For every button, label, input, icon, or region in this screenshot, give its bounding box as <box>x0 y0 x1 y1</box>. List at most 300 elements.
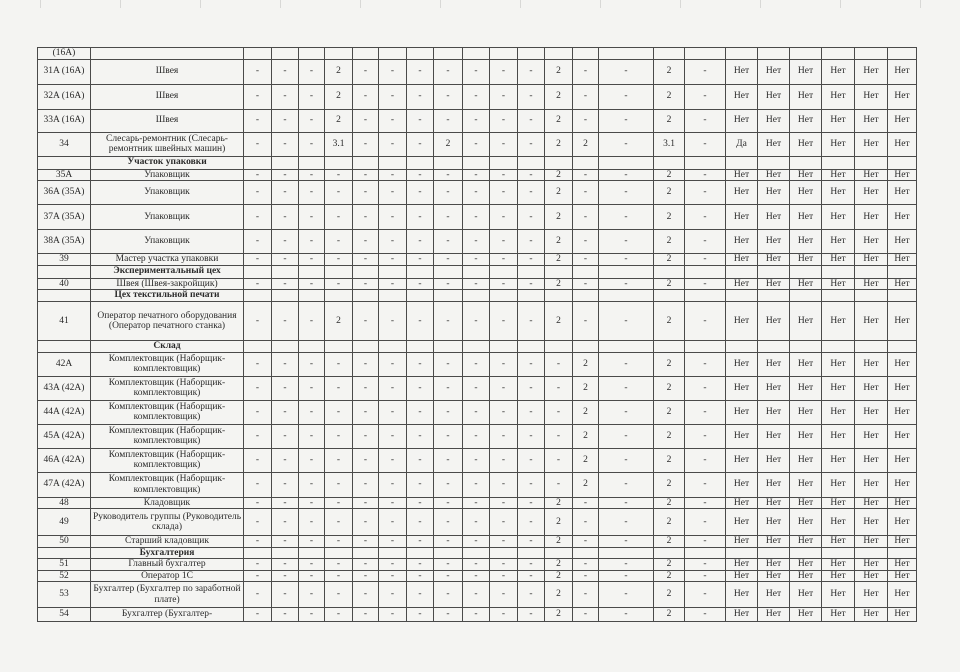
factor-class-cell: - <box>463 84 490 109</box>
yes-no-cell: Нет <box>790 608 822 622</box>
yes-no-cell: Нет <box>790 278 822 290</box>
factor-class-cell: - <box>518 570 545 582</box>
factor-class-cell: - <box>353 352 379 376</box>
factor-class-cell: - <box>272 109 299 132</box>
factor-class-cell: - <box>434 400 463 424</box>
factor-class-cell: - <box>434 109 463 132</box>
factor-class-cell: - <box>407 424 434 448</box>
factor-class-cell: - <box>244 400 272 424</box>
factor-class-cell: - <box>490 205 518 230</box>
empty-cell <box>434 265 463 278</box>
factor-class-cell: - <box>299 400 325 424</box>
position-name: Комплектовщик (Наборщик-комплектовщик) <box>91 400 244 424</box>
factor-class-cell: - <box>490 278 518 290</box>
factor-class-cell: - <box>463 59 490 84</box>
factor-class-cell: - <box>272 472 299 497</box>
yes-no-cell: Нет <box>758 536 790 548</box>
factor-class-cell: - <box>518 352 545 376</box>
yes-no-cell: Нет <box>758 509 790 536</box>
yes-no-cell: Нет <box>855 302 888 341</box>
factor-class-cell: - <box>434 254 463 266</box>
factor-class-cell: 2 <box>325 302 353 341</box>
workplace-number: (16A) <box>38 48 91 60</box>
factor-class-cell: - <box>573 84 599 109</box>
yes-no-cell: Нет <box>855 109 888 132</box>
workplace-number: 32A (16A) <box>38 84 91 109</box>
factor-class-cell: - <box>599 608 654 622</box>
table-row <box>38 400 917 424</box>
factor-class-cell: - <box>325 570 353 582</box>
factor-class-cell: - <box>244 84 272 109</box>
factor-class-cell: - <box>299 169 325 181</box>
empty-cell <box>244 156 272 169</box>
factor-class-cell: 2 <box>654 472 685 497</box>
empty-cell <box>654 547 685 559</box>
yes-no-cell: Нет <box>758 230 790 254</box>
factor-class-cell <box>299 48 325 60</box>
section-row <box>38 341 917 353</box>
factor-class-cell: - <box>463 400 490 424</box>
yes-no-cell: Нет <box>888 132 917 156</box>
yes-no-cell: Нет <box>726 109 758 132</box>
factor-class-cell: 2 <box>545 559 573 571</box>
factor-class-cell: - <box>685 59 726 84</box>
factor-class-cell: - <box>599 448 654 472</box>
factor-class-cell: - <box>325 376 353 400</box>
empty-cell <box>888 341 917 353</box>
factor-class-cell: - <box>490 582 518 608</box>
empty-cell <box>272 547 299 559</box>
yes-no-cell: Нет <box>822 254 855 266</box>
factor-class-cell: - <box>685 84 726 109</box>
yes-no-cell: Нет <box>790 254 822 266</box>
factor-class-cell: - <box>353 278 379 290</box>
factor-class-cell: - <box>407 230 434 254</box>
yes-no-cell: Нет <box>822 448 855 472</box>
factor-class-cell: - <box>463 559 490 571</box>
empty-cell <box>353 265 379 278</box>
yes-no-cell: Нет <box>822 109 855 132</box>
factor-class-cell: - <box>353 570 379 582</box>
position-name: Бухгалтер (Бухгалтер по заработной плате) <box>91 582 244 608</box>
yes-no-cell: Нет <box>888 472 917 497</box>
factor-class-cell: - <box>299 424 325 448</box>
factor-class-cell: - <box>434 509 463 536</box>
factor-class-cell <box>685 48 726 60</box>
empty-cell <box>379 290 407 302</box>
factor-class-cell: 2 <box>654 559 685 571</box>
factor-class-cell: - <box>490 536 518 548</box>
factor-class-cell: - <box>490 109 518 132</box>
factor-class-cell: - <box>490 497 518 509</box>
workplace-number: 43A (42A) <box>38 376 91 400</box>
factor-class-cell: - <box>272 582 299 608</box>
factor-class-cell: - <box>244 132 272 156</box>
factor-class-cell: - <box>244 181 272 205</box>
factor-class-cell: - <box>379 230 407 254</box>
empty-cell <box>573 341 599 353</box>
yes-no-cell: Нет <box>790 497 822 509</box>
factor-class-cell: - <box>379 302 407 341</box>
empty-cell <box>599 265 654 278</box>
factor-class-cell <box>434 48 463 60</box>
factor-class-cell: - <box>379 559 407 571</box>
factor-class-cell: - <box>490 302 518 341</box>
yes-no-cell: Нет <box>888 424 917 448</box>
empty-cell <box>758 547 790 559</box>
yes-no-cell: Да <box>726 132 758 156</box>
empty-cell <box>379 547 407 559</box>
factor-class-cell: - <box>545 376 573 400</box>
factor-class-cell: - <box>490 132 518 156</box>
factor-class-cell: - <box>353 424 379 448</box>
factor-class-cell: 2 <box>545 509 573 536</box>
factor-class-cell: - <box>685 352 726 376</box>
empty-cell <box>888 265 917 278</box>
factor-class-cell: - <box>272 59 299 84</box>
factor-class-cell: - <box>599 559 654 571</box>
yes-no-cell: Нет <box>726 352 758 376</box>
factor-class-cell: 2 <box>545 109 573 132</box>
factor-class-cell: - <box>353 536 379 548</box>
workplace-number: 37A (35A) <box>38 205 91 230</box>
factor-class-cell: - <box>463 132 490 156</box>
empty-cell <box>855 156 888 169</box>
yes-no-cell: Нет <box>888 559 917 571</box>
empty-cell <box>299 290 325 302</box>
empty-cell <box>353 156 379 169</box>
factor-class-cell: - <box>353 84 379 109</box>
table-row <box>38 424 917 448</box>
yes-no-cell: Нет <box>822 400 855 424</box>
factor-class-cell: - <box>685 582 726 608</box>
yes-no-cell: Нет <box>822 84 855 109</box>
yes-no-cell: Нет <box>758 205 790 230</box>
factor-class-cell: - <box>685 536 726 548</box>
table-row <box>38 181 917 205</box>
yes-no-cell: Нет <box>855 169 888 181</box>
factor-class-cell: - <box>379 352 407 376</box>
factor-class-cell: - <box>434 582 463 608</box>
factor-class-cell: - <box>685 254 726 266</box>
yes-no-cell: Нет <box>726 509 758 536</box>
empty-cell <box>463 265 490 278</box>
workplace-number: 54 <box>38 608 91 622</box>
empty-cell <box>407 290 434 302</box>
empty-cell <box>855 547 888 559</box>
factor-class-cell: - <box>353 497 379 509</box>
yes-no-cell: Нет <box>888 536 917 548</box>
factor-class-cell: - <box>299 582 325 608</box>
factor-class-cell: - <box>325 400 353 424</box>
factor-class-cell: - <box>599 302 654 341</box>
factor-class-cell: - <box>599 424 654 448</box>
factor-class-cell: 2 <box>654 109 685 132</box>
factor-class-cell: - <box>407 509 434 536</box>
yes-no-cell: Нет <box>888 400 917 424</box>
factor-class-cell: - <box>407 169 434 181</box>
empty-cell <box>758 265 790 278</box>
factor-class-cell: - <box>379 472 407 497</box>
factor-class-cell: 2 <box>654 424 685 448</box>
factor-class-cell <box>518 48 545 60</box>
yes-no-cell: Нет <box>888 302 917 341</box>
yes-no-cell: Нет <box>822 181 855 205</box>
factor-class-cell: - <box>490 608 518 622</box>
factor-class-cell: - <box>490 376 518 400</box>
yes-no-cell: Нет <box>855 509 888 536</box>
factor-class-cell: - <box>545 448 573 472</box>
binder-edge <box>0 0 960 8</box>
factor-class-cell: - <box>379 59 407 84</box>
position-name: Комплектовщик (Наборщик-комплектовщик) <box>91 352 244 376</box>
table-row <box>38 559 917 571</box>
factor-class-cell: - <box>407 472 434 497</box>
yes-no-cell: Нет <box>822 230 855 254</box>
yes-no-cell: Нет <box>790 352 822 376</box>
factor-class-cell: - <box>685 278 726 290</box>
empty-cell <box>379 265 407 278</box>
yes-no-cell: Нет <box>888 497 917 509</box>
factor-class-cell: - <box>573 497 599 509</box>
empty-cell <box>325 290 353 302</box>
factor-class-cell: - <box>244 254 272 266</box>
yes-no-cell: Нет <box>822 536 855 548</box>
factor-class-cell: - <box>299 109 325 132</box>
factor-class-cell: - <box>599 84 654 109</box>
factor-class-cell: - <box>244 230 272 254</box>
empty-cell <box>758 290 790 302</box>
factor-class-cell: - <box>325 509 353 536</box>
empty-cell <box>545 290 573 302</box>
empty-cell <box>272 265 299 278</box>
factor-class-cell: - <box>463 302 490 341</box>
empty-cell <box>855 265 888 278</box>
factor-class-cell: - <box>434 448 463 472</box>
yes-no-cell: Нет <box>758 352 790 376</box>
factor-class-cell: - <box>490 254 518 266</box>
yes-no-cell: Нет <box>790 472 822 497</box>
factor-class-cell: - <box>599 582 654 608</box>
factor-class-cell: - <box>244 376 272 400</box>
factor-class-cell: - <box>518 230 545 254</box>
factor-class-cell: - <box>518 302 545 341</box>
empty-cell <box>654 341 685 353</box>
factor-class-cell: - <box>685 570 726 582</box>
factor-class-cell: 2 <box>654 509 685 536</box>
empty-cell <box>855 290 888 302</box>
factor-class-cell: - <box>272 376 299 400</box>
factor-class-cell: - <box>463 570 490 582</box>
table-row <box>38 472 917 497</box>
workplace-number: 39 <box>38 254 91 266</box>
yes-no-cell: Нет <box>822 472 855 497</box>
position-name: Комплектовщик (Наборщик-комплектовщик) <box>91 448 244 472</box>
empty-cell <box>379 156 407 169</box>
factor-class-cell: - <box>379 205 407 230</box>
factor-class-cell: - <box>463 582 490 608</box>
table-row <box>38 205 917 230</box>
yes-no-cell: Нет <box>726 181 758 205</box>
factor-class-cell: 2 <box>545 84 573 109</box>
empty-cell <box>434 290 463 302</box>
yes-no-cell: Нет <box>888 582 917 608</box>
yes-no-cell: Нет <box>758 169 790 181</box>
num-cell <box>38 290 91 302</box>
yes-no-cell: Нет <box>855 448 888 472</box>
factor-class-cell: - <box>299 570 325 582</box>
empty-cell <box>244 265 272 278</box>
empty-cell <box>758 341 790 353</box>
yes-no-cell <box>758 48 790 60</box>
factor-class-cell: - <box>490 84 518 109</box>
factor-class-cell: - <box>407 536 434 548</box>
yes-no-cell: Нет <box>822 59 855 84</box>
yes-no-cell: Нет <box>855 132 888 156</box>
factor-class-cell <box>379 48 407 60</box>
section-title: Цех текстильной печати <box>91 290 244 302</box>
factor-class-cell: - <box>272 230 299 254</box>
factor-class-cell <box>244 48 272 60</box>
factor-class-cell: - <box>434 278 463 290</box>
empty-cell <box>888 290 917 302</box>
position-name: Мастер участка упаковки <box>91 254 244 266</box>
factor-class-cell: - <box>573 181 599 205</box>
factor-class-cell: - <box>573 109 599 132</box>
yes-no-cell: Нет <box>822 497 855 509</box>
yes-no-cell <box>888 48 917 60</box>
factor-class-cell <box>272 48 299 60</box>
factor-class-cell: - <box>407 376 434 400</box>
yes-no-cell: Нет <box>726 400 758 424</box>
factor-class-cell: - <box>325 424 353 448</box>
factor-class-cell: - <box>353 169 379 181</box>
factor-class-cell: - <box>518 278 545 290</box>
factor-class-cell: 2 <box>654 608 685 622</box>
factor-class-cell: - <box>463 169 490 181</box>
factor-class-cell: - <box>599 109 654 132</box>
yes-no-cell: Нет <box>888 84 917 109</box>
empty-cell <box>434 156 463 169</box>
factor-class-cell: - <box>518 254 545 266</box>
position-name: Оператор 1С <box>91 570 244 582</box>
workplace-number: 36A (35A) <box>38 181 91 205</box>
factor-class-cell: - <box>379 278 407 290</box>
workplace-number: 40 <box>38 278 91 290</box>
yes-no-cell: Нет <box>855 570 888 582</box>
empty-cell <box>758 156 790 169</box>
empty-cell <box>790 547 822 559</box>
empty-cell <box>790 341 822 353</box>
factor-class-cell <box>599 48 654 60</box>
empty-cell <box>822 265 855 278</box>
yes-no-cell: Нет <box>726 497 758 509</box>
factor-class-cell: 2 <box>545 582 573 608</box>
factor-class-cell: - <box>573 582 599 608</box>
position-name: Руководитель группы (Руководитель склада) <box>91 509 244 536</box>
factor-class-cell: - <box>573 302 599 341</box>
factor-class-cell: 2 <box>654 230 685 254</box>
empty-cell <box>353 547 379 559</box>
section-title: Участок упаковки <box>91 156 244 169</box>
workplace-number: 44A (42A) <box>38 400 91 424</box>
factor-class-cell: 2 <box>573 472 599 497</box>
position-name: Швея (Швея-закройщик) <box>91 278 244 290</box>
factor-class-cell: - <box>353 509 379 536</box>
empty-cell <box>518 341 545 353</box>
factor-class-cell: - <box>685 400 726 424</box>
empty-cell <box>325 156 353 169</box>
factor-class-cell: - <box>599 132 654 156</box>
factor-class-cell: - <box>299 536 325 548</box>
factor-class-cell: 2 <box>573 424 599 448</box>
num-cell <box>38 156 91 169</box>
yes-no-cell: Нет <box>726 278 758 290</box>
yes-no-cell: Нет <box>888 59 917 84</box>
workplace-number: 33A (16A) <box>38 109 91 132</box>
empty-cell <box>407 265 434 278</box>
factor-class-cell: 2 <box>434 132 463 156</box>
factor-class-cell: 2 <box>573 132 599 156</box>
factor-class-cell: - <box>299 278 325 290</box>
factor-class-cell: - <box>353 608 379 622</box>
factor-class-cell: 2 <box>545 59 573 84</box>
factor-class-cell: - <box>434 472 463 497</box>
factor-class-cell: - <box>379 608 407 622</box>
factor-class-cell: - <box>272 302 299 341</box>
position-name: Комплектовщик (Наборщик-комплектовщик) <box>91 376 244 400</box>
position-name <box>91 48 244 60</box>
empty-cell <box>685 265 726 278</box>
section-row <box>38 156 917 169</box>
position-name: Упаковщик <box>91 230 244 254</box>
factor-class-cell: 3.1 <box>654 132 685 156</box>
factor-class-cell: - <box>434 302 463 341</box>
factor-class-cell: - <box>434 559 463 571</box>
factor-class-cell: - <box>490 509 518 536</box>
factor-class-cell: - <box>463 352 490 376</box>
factor-class-cell: - <box>407 205 434 230</box>
yes-no-cell: Нет <box>855 559 888 571</box>
factor-class-cell: - <box>272 497 299 509</box>
factor-class-cell: - <box>407 132 434 156</box>
table-row <box>38 352 917 376</box>
factor-class-cell: - <box>518 509 545 536</box>
yes-no-cell: Нет <box>790 448 822 472</box>
factor-class-cell: - <box>463 472 490 497</box>
factor-class-cell: 2 <box>545 570 573 582</box>
yes-no-cell: Нет <box>855 352 888 376</box>
factor-class-cell: 2 <box>654 181 685 205</box>
yes-no-cell: Нет <box>758 582 790 608</box>
yes-no-cell: Нет <box>790 181 822 205</box>
factor-class-cell: - <box>379 132 407 156</box>
factor-class-cell: 2 <box>654 84 685 109</box>
yes-no-cell: Нет <box>888 254 917 266</box>
yes-no-cell: Нет <box>888 570 917 582</box>
position-name: Упаковщик <box>91 181 244 205</box>
factor-class-cell: - <box>325 169 353 181</box>
factor-class-cell: - <box>407 559 434 571</box>
position-name: Комплектовщик (Наборщик-комплектовщик) <box>91 424 244 448</box>
factor-class-cell: - <box>299 472 325 497</box>
yes-no-cell: Нет <box>758 109 790 132</box>
factor-class-cell: - <box>407 181 434 205</box>
factor-class-cell: - <box>490 570 518 582</box>
factor-class-cell: - <box>490 559 518 571</box>
empty-cell <box>463 290 490 302</box>
yes-no-cell: Нет <box>790 84 822 109</box>
